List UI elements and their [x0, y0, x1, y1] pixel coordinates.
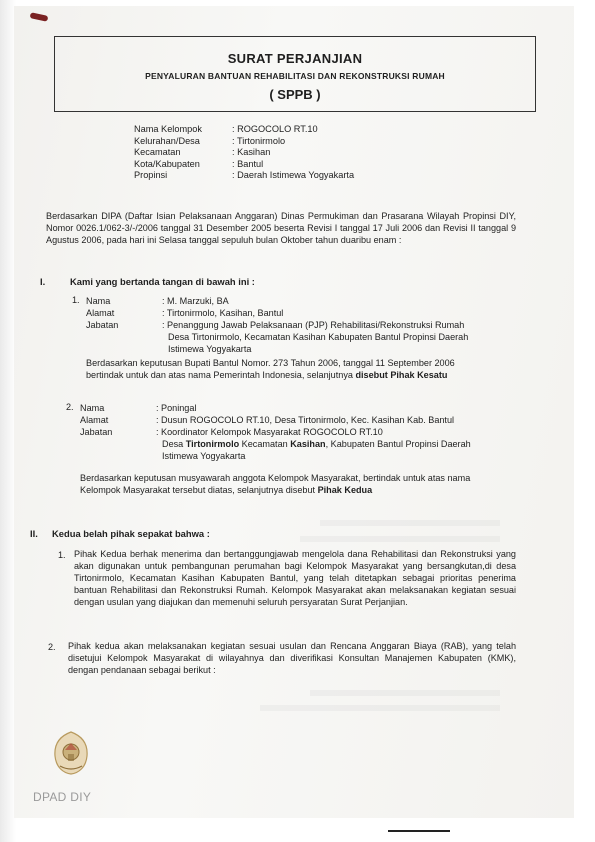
party2-basis [80, 472, 516, 496]
party1-details [86, 295, 506, 355]
field-value-cont: Istimewa Yogyakarta [168, 344, 252, 354]
bleed-through [320, 520, 500, 526]
field-value: : M. Marzuki, BA [162, 296, 229, 306]
info-value: : Daerah Istimewa Yogyakarta [232, 170, 355, 181]
field-value: : Dusun ROGOCOLO RT.10, Desa Tirtonirmolo, Kec. Kasihan Kab. Bantul [156, 415, 455, 425]
footer-rule [388, 830, 450, 832]
basis-text: bertindak untuk dan atas nama Pemerintah Indonesia, selanjutnya [86, 370, 356, 380]
agreement-item: Pihak kedua akan melaksanakan kegiatan sesuai usulan dan Rencana Anggaran Biaya (RAB), yang telah disetujui Kelompok Masyarakat di wilayahnya dan diverifikasi Konsultan Manajemen Kabupaten (KMK), dengan pendanaan sebagai berikut : [68, 641, 516, 675]
info-value: : Tirtonirmolo [232, 135, 286, 146]
field-label: Nama [86, 296, 111, 306]
field-value: : Penanggung Jawab Pelaksanaan (PJP) Rehabilitasi/Rekonstruksi Rumah [162, 320, 465, 330]
info-row [134, 147, 354, 159]
document-code: ( SPPB ) [269, 87, 321, 102]
party-designation: disebut Pihak Kesatu [355, 370, 448, 380]
info-label: Propinsi [134, 170, 168, 181]
info-row [134, 136, 354, 148]
section-heading: Kami yang bertanda tangan di bawah ini : [70, 276, 255, 287]
field-value: : Koordinator Kelompok Masyarakat ROGOCOLO RT.10 [156, 427, 383, 437]
field-label: Nama [80, 403, 105, 413]
emblem-logo [52, 730, 90, 776]
basis-line: Berdasarkan keputusan musyawarah anggota Kelompok Masyarakat, bertindak untuk atas nama [80, 473, 471, 483]
watermark: DPAD DIY [33, 790, 92, 804]
item-number: 2. [48, 642, 56, 652]
section-number: II. [30, 528, 38, 539]
text-segment: Desa [162, 439, 186, 449]
text-segment: Kasihan [290, 439, 326, 449]
field-value-cont: Istimewa Yogyakarta [162, 451, 246, 461]
party2-details [80, 402, 520, 462]
text-segment: Tirtonirmolo [185, 439, 240, 449]
bleed-through [310, 690, 500, 696]
field-label: Alamat [80, 415, 109, 425]
info-row [134, 124, 354, 136]
info-label: Kelurahan/Desa [134, 135, 200, 146]
section-number: I. [40, 276, 46, 287]
bleed-through [260, 705, 500, 711]
party1-basis [86, 357, 516, 381]
info-label: Kota/Kabupaten [134, 158, 200, 169]
party-designation: Pihak Kedua [317, 485, 373, 495]
basis-text: Kelompok Masyarakat tersebut diatas, selanjutnya disebut [80, 485, 318, 495]
text-segment: Kecamatan [239, 439, 291, 449]
field-value-cont [156, 438, 520, 450]
info-label: Nama Kelompok [134, 124, 202, 134]
field-label: Jabatan [86, 320, 119, 330]
basis-line: Berdasarkan keputusan Bupati Bantul Nomor. 273 Tahun 2006, tanggal 11 September 2006 [86, 358, 455, 368]
field-value: : Tirtonirmolo, Kasihan, Bantul [162, 308, 284, 318]
agreement-item: Pihak Kedua berhak menerima dan bertanggungjawab mengelola dana Rehabilitasi dan Rekonstruksi yang akan digunakan untuk pembangunan perumahan bagi Kelompok Masyarakat yang bersangkutan,di desa Tirtonirmolo, Kecamatan Kasihan Kabupaten Bantul, yang telah ditetapkan sebagai prioritas penerima bantuan Rehabilitasi dan Rekonstruksi Rumah. Kelompok Masyarakat akan melaksanakan kegiatan sesuai dengan usulan yang diajukan dan memenuhi seluruh persyaratan Surat Perjanjian. [74, 549, 516, 607]
info-label: Kecamatan [134, 147, 181, 158]
info-row [134, 170, 354, 182]
info-value: : Kasihan [232, 147, 271, 158]
info-row [134, 159, 354, 171]
info-value: : ROGOCOLO RT.10 [232, 124, 318, 134]
field-value: : Poningal [156, 403, 197, 413]
field-label: Jabatan [80, 427, 113, 437]
item-number: 1. [58, 550, 66, 560]
section-heading: Kedua belah pihak sepakat bahwa : [52, 528, 210, 539]
info-value: : Bantul [232, 158, 264, 169]
party-number: 2. [66, 402, 74, 412]
basis-line [86, 369, 516, 381]
text-segment: , Kabupaten Bantul Propinsi Daerah [325, 439, 471, 449]
intro-paragraph: Berdasarkan DIPA (Daftar Isian Pelaksanaan Anggaran) Dinas Permukiman dan Prasarana Wilayah Propinsi DIY, Nomor 0026.1/062-3/-/2006 tanggal 31 Desember 2005 beserta Revisi I tanggal 17 Juli 2006 dan Revisi II tanggal 9 Agustus 2006, pada hari ini Selasa tanggal sepuluh bulan Oktober tahun duaribu enam : [46, 211, 516, 245]
document-title: SURAT PERJANJIAN [227, 51, 363, 66]
document-subtitle: PENYALURAN BANTUAN REHABILITASI DAN REKONSTRUKSI RUMAH [145, 71, 445, 81]
bleed-through [300, 536, 500, 542]
group-info [134, 124, 354, 182]
basis-line [80, 484, 516, 496]
field-value-cont: Desa Tirtonirmolo, Kecamatan Kasihan Kabupaten Bantul Propinsi Daerah [168, 332, 469, 342]
title-box [54, 36, 536, 112]
party-number: 1. [72, 295, 80, 305]
field-label: Alamat [86, 308, 115, 318]
